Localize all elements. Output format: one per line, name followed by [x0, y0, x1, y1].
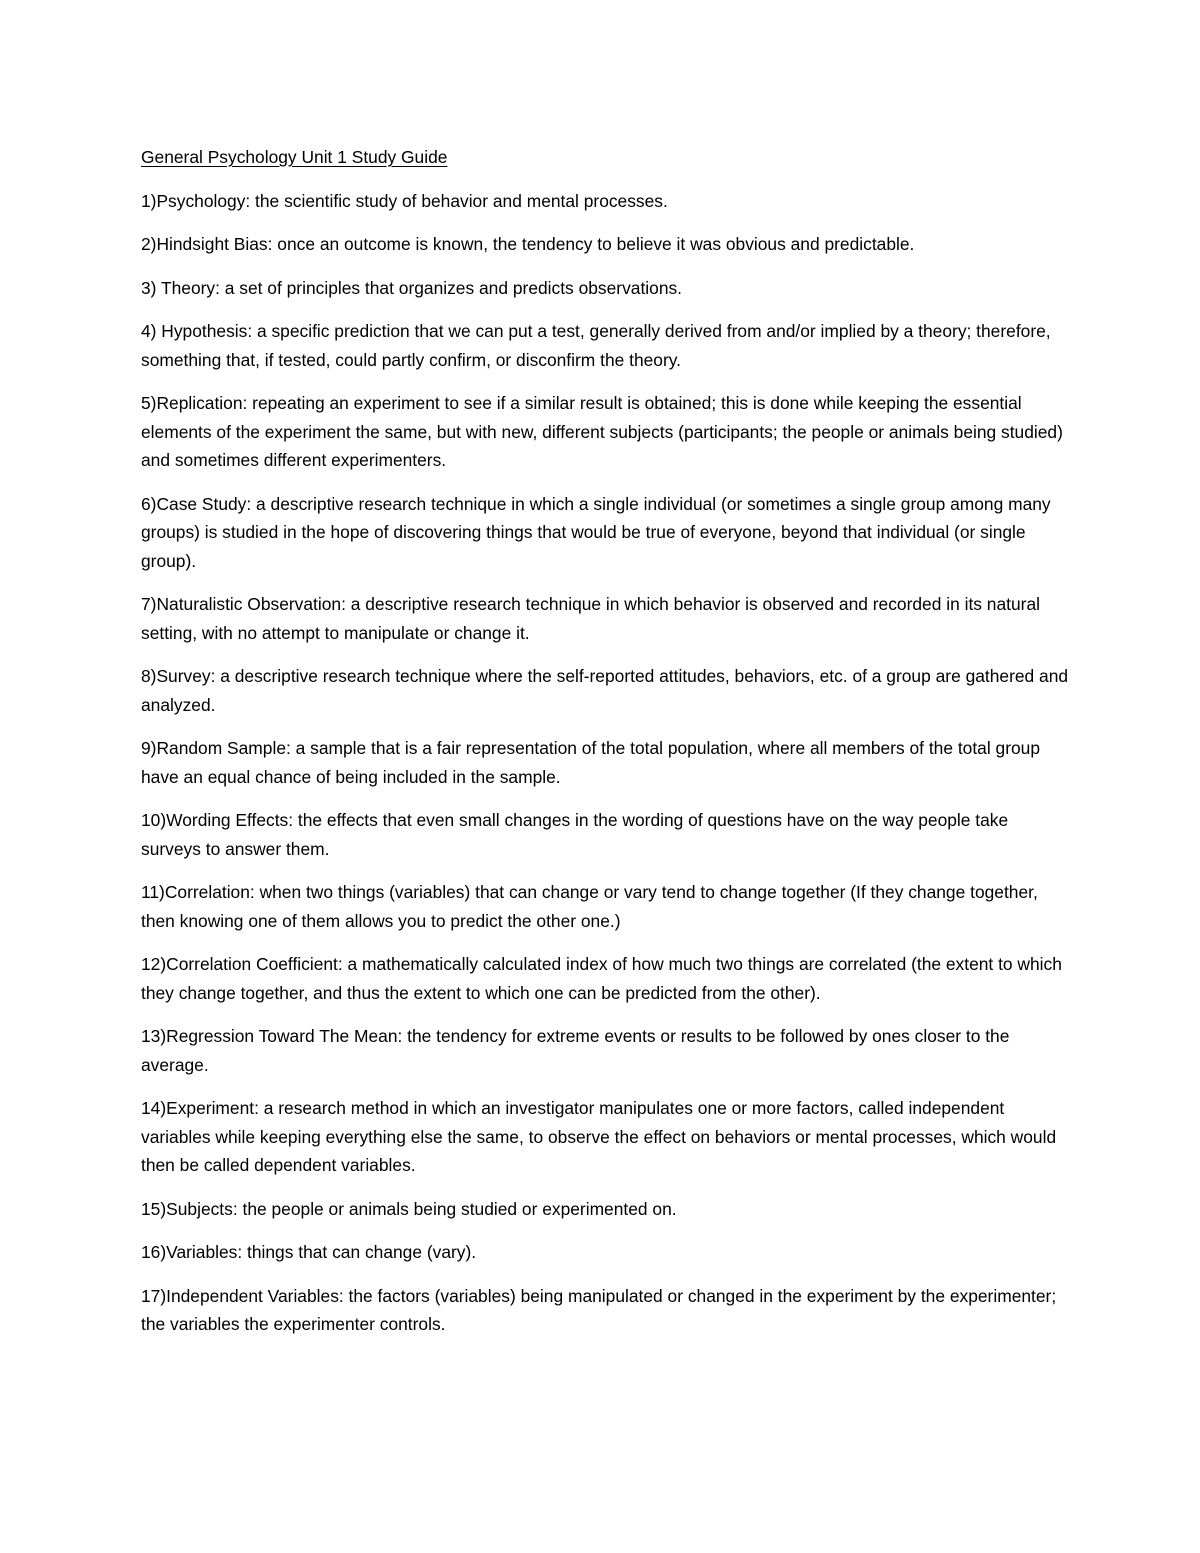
- definition-entry: 17)Independent Variables: the factors (variables) being manipulated or changed in the experiment by the experimenter; the variables the experimenter controls.: [141, 1285, 1057, 1334]
- definition-entry: 10)Wording Effects: the effects that even small changes in the wording of questions have on the way people take surveys to answer them.: [141, 810, 1009, 859]
- definition-entry: 12)Correlation Coefficient: a mathematically calculated index of how much two things are correlated (the extent to which they change together, and thus the extent to which one can be predicted from the other).: [141, 954, 1062, 1003]
- definition-entry: 4) Hypothesis: a specific prediction that we can put a test, generally derived from and/or implied by a theory; therefore, something that, if tested, could partly confirm, or disconfirm the theory.: [141, 321, 1051, 370]
- definition-entry: 9)Random Sample: a sample that is a fair representation of the total population, where all members of the total group have an equal chance of being included in the sample.: [141, 738, 1041, 787]
- document-body: [141, 143, 1071, 1354]
- definition-entry: 2)Hindsight Bias: once an outcome is known, the tendency to believe it was obvious and predictable.: [141, 234, 915, 254]
- definition-entry: 3) Theory: a set of principles that organizes and predicts observations.: [141, 277, 683, 298]
- definition-entry: 6)Case Study: a descriptive research technique in which a single individual (or sometimes a single group among many groups) is studied in the hope of discovering things that would be true of everyone, beyond that individual (or single group).: [141, 493, 1051, 571]
- definition-entry: 5)Replication: repeating an experiment to see if a similar result is obtained; this is done while keeping the essential elements of the experiment the same, but with new, different subjects (participants; the people or animals being studied) and sometimes different experimenters.: [141, 393, 1063, 470]
- definition-entry: 16)Variables: things that can change (vary).: [141, 1242, 477, 1262]
- definition-entry: 8)Survey: a descriptive research technique where the self-reported attitudes, behaviors, etc. of a group are gathered and analyzed.: [141, 666, 1069, 715]
- definition-entry: 7)Naturalistic Observation: a descriptive research technique in which behavior is observed and recorded in its natural setting, with no attempt to manipulate or change it.: [141, 594, 1040, 643]
- document-title: General Psychology Unit 1 Study Guide: [141, 147, 448, 167]
- definition-entry: 15)Subjects: the people or animals being studied or experimented on.: [141, 1198, 677, 1219]
- definition-entry: 13)Regression Toward The Mean: the tendency for extreme events or results to be followed by ones closer to the average.: [141, 1026, 1010, 1075]
- definition-entry: 1)Psychology: the scientific study of behavior and mental processes.: [141, 190, 668, 211]
- definition-entry: 11)Correlation: when two things (variables) that can change or vary tend to change together (If they change together, then knowing one of them allows you to predict the other one.): [141, 882, 1038, 931]
- definition-entry: 14)Experiment: a research method in which an investigator manipulates one or more factors, called independent variables while keeping everything else the same, to observe the effect on behaviors or mental processes, which would then be called dependent variables.: [141, 1098, 1057, 1175]
